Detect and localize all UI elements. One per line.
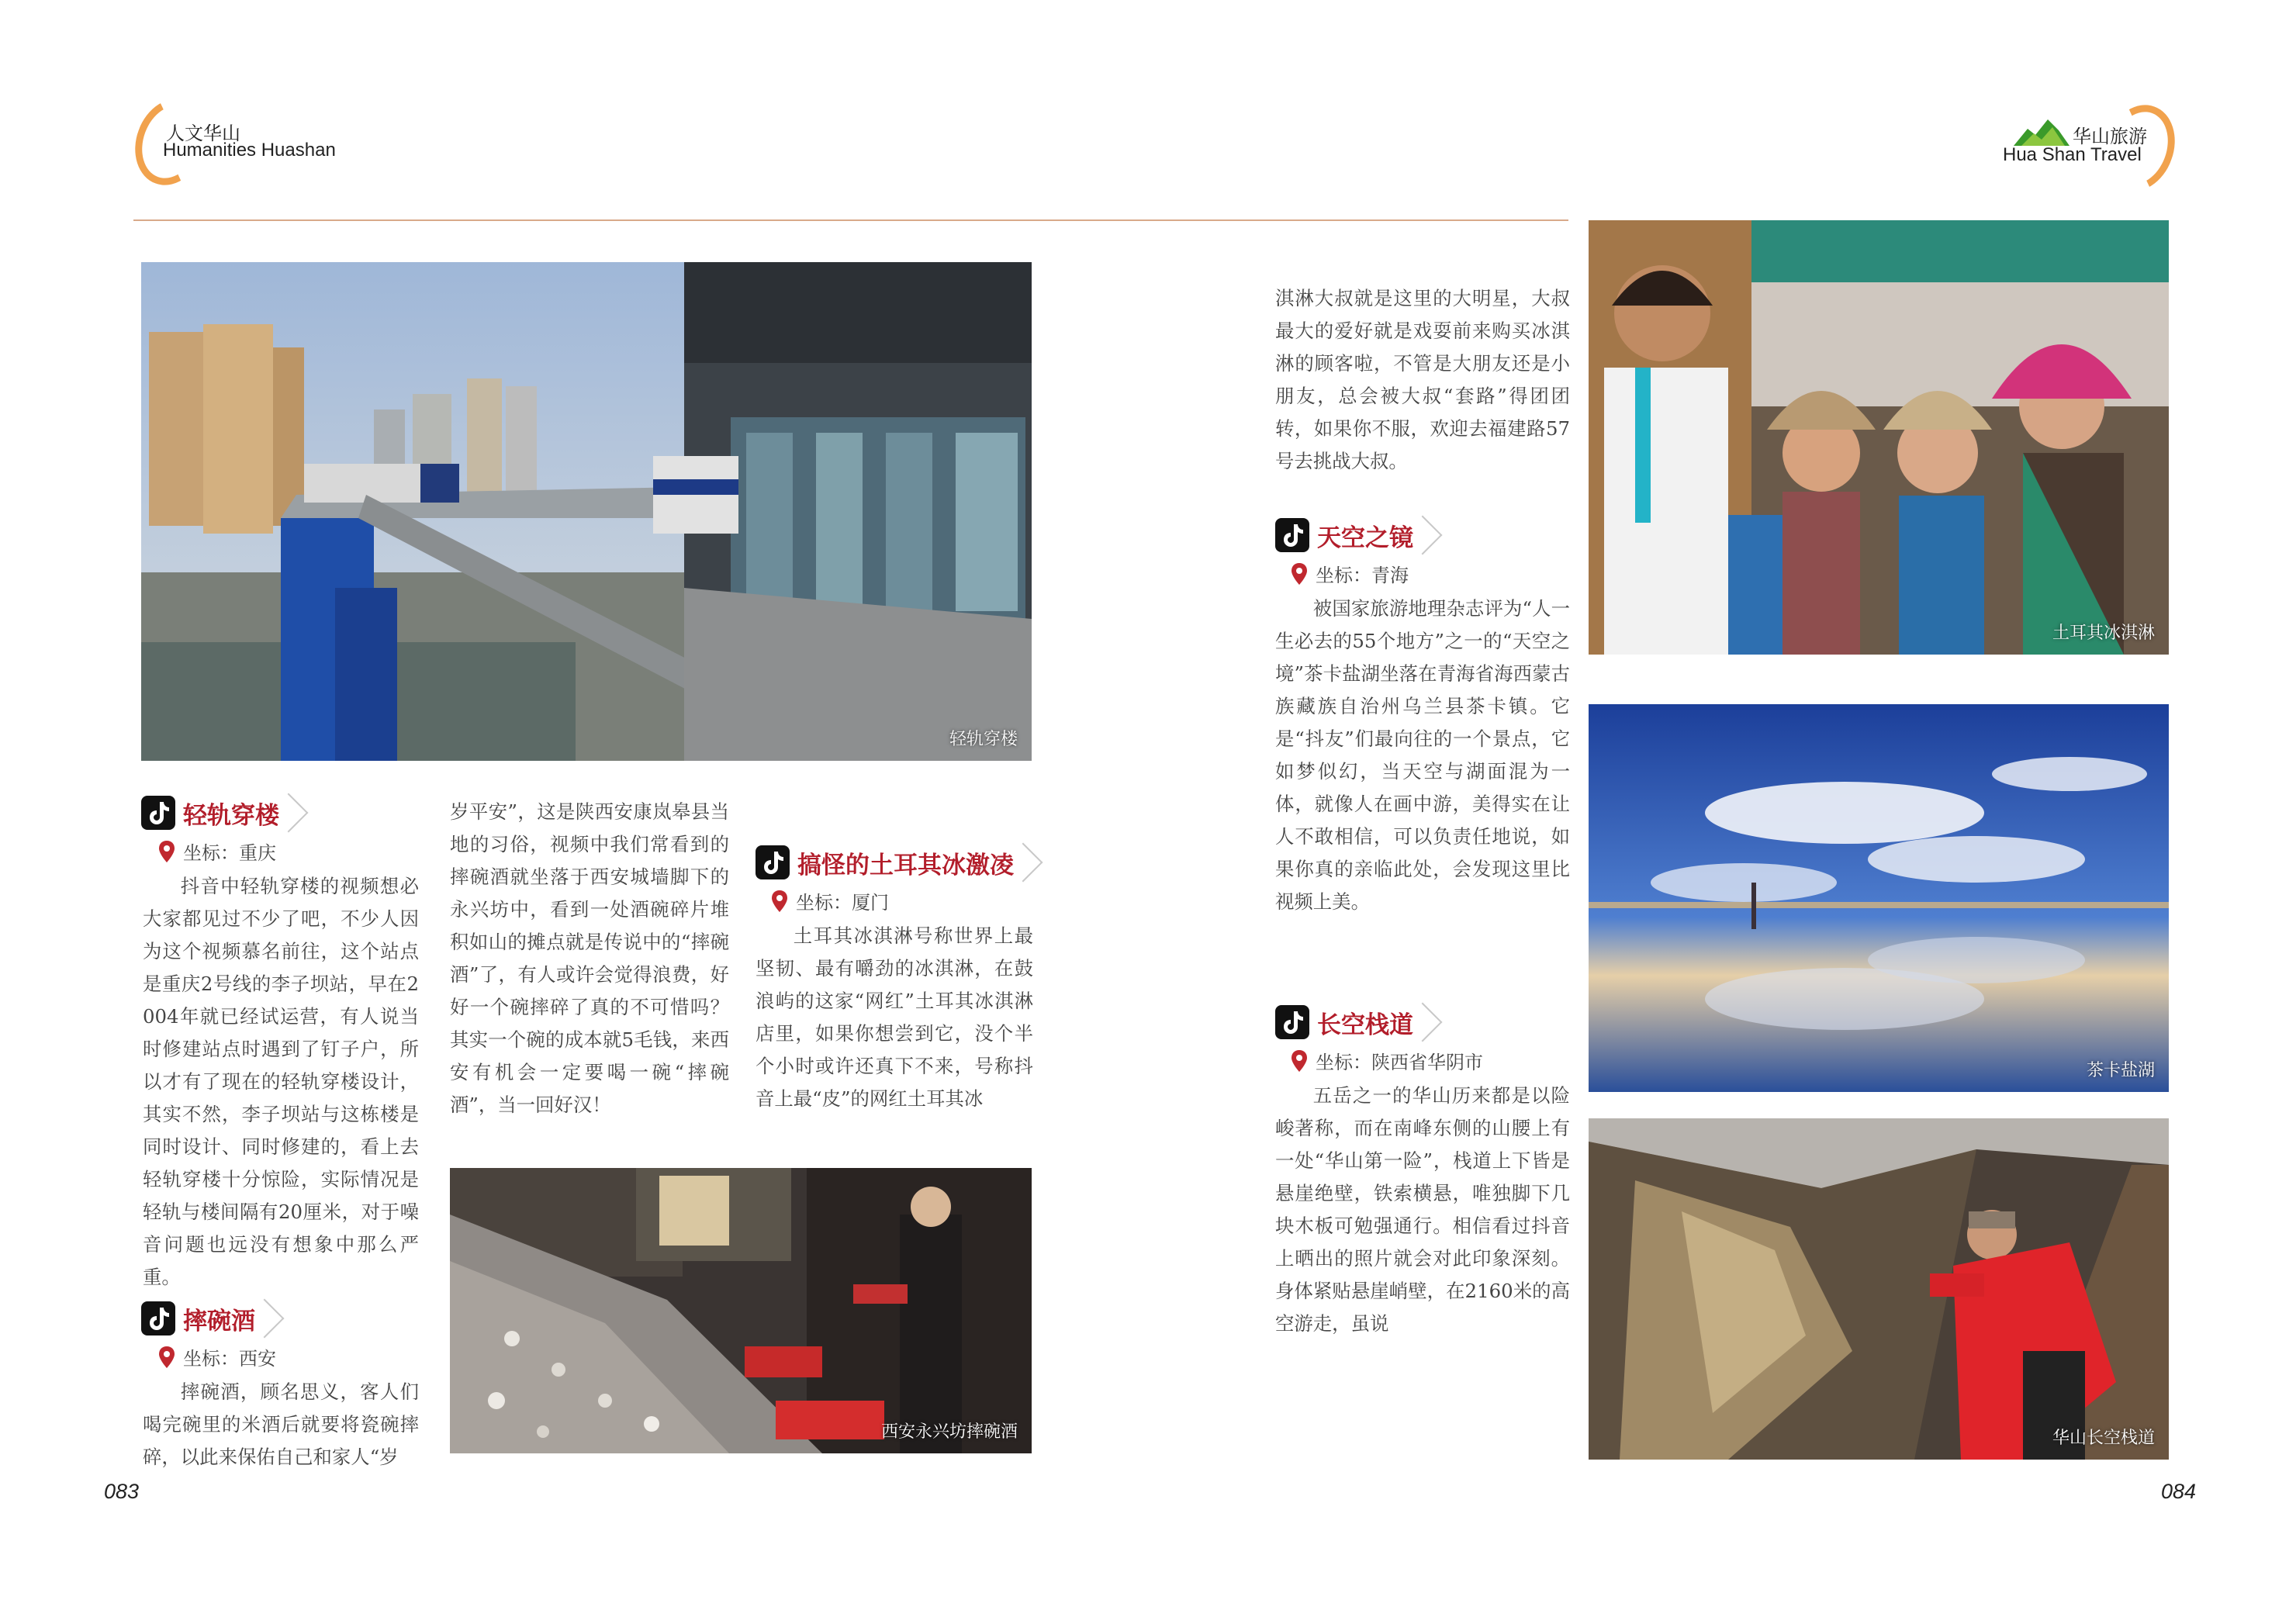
icecream-photo [1589,220,2169,655]
section-heading-bowl-wine [141,1300,312,1337]
photo-caption: 轻轨穿楼 [949,730,1018,749]
location-pin-icon [1291,1050,1308,1072]
location-text: 坐标：青海 [1316,565,1409,586]
page-number-right: 084 [2161,1480,2197,1503]
paragraph: 五岳之一的华山历来都是以险峻著称，而在南峰东侧的山腰上有一处“华山第一险”，栈道上下皆是悬崖绝壁，铁索横悬，唯独脚下几块木板可勉强通行。相信看过抖音上晒出的照片就会对此印象深刻。身体紧贴悬崖峭壁，在2160米的高空游走，虽说 [1275,1084,1570,1335]
header-left-subtitle: Humanities Huashan [163,140,336,161]
location-pin-icon [771,890,788,912]
tiktok-icon [1275,1005,1309,1039]
tiktok-icon [756,845,790,879]
location-line [1291,560,1409,587]
header-right-subtitle: Hua Shan Travel [2003,144,2142,165]
paragraph: 抖音中轻轨穿楼的视频想必大家都见过不少了吧，不少人因为这个视频慕名前往，这个站点是重庆2号线的李子坝站，早在2004年就已经试运营，有人说当时修建站点时遇到了钉子户，所以才有了现在的轻轨穿楼设计，其实不然，李子坝站与这栋楼是同时设计、同时修建的，看上去轻轨穿楼十分惊险，实际情况是轻轨与楼间隔有20厘米，对于噪音问题也远没有想象中那么严重。 [143,875,419,1288]
location-text: 坐标：西安 [183,1348,276,1370]
section-heading-light-rail [141,794,312,831]
mountain-logo-icon [2014,116,2070,147]
location-text: 坐标：厦门 [796,892,889,914]
photo-caption: 西安永兴坊摔碗酒 [880,1422,1018,1442]
location-pin-icon [158,841,175,862]
header-right-title: 华山旅游 [2073,126,2147,147]
location-line [1291,1047,1483,1074]
location-line [771,887,889,914]
header-left-title: 人文华山 [166,123,240,144]
section-title: 轻轨穿楼 [178,796,303,829]
paragraph: 摔碗酒，顾名思义，客人们喝完碗里的米酒后就要将瓷碗摔碎，以此来保佑自己和家人“岁 [143,1380,419,1468]
plank-road-photo [1589,1118,2169,1460]
page-number-left: 083 [104,1480,140,1503]
location-text: 坐标：重庆 [183,842,276,864]
section-heading-sky-mirror [1275,517,1446,554]
salt-lake-photo [1589,704,2169,1092]
photo-caption: 华山长空栈道 [2052,1429,2155,1448]
location-text: 坐标：陕西省华阴市 [1316,1052,1483,1073]
tiktok-icon [1275,518,1309,552]
location-pin-icon [1291,563,1308,585]
section-title: 天空之镜 [1312,519,1437,551]
paragraph-continued: 岁平安”，这是陕西安康岚皋县当地的习俗，视频中我们常看到的摔碗酒就坐落于西安城墙脚下的永兴坊中，看到一处酒碗碎片堆积如山的摊点就是传说中的“摔碗酒”了，有人或许会觉得浪费，好好一个碗摔碎了真的不可惜吗？其实一个碗的成本就5毛钱，来西安有机会一定要喝一碗“摔碗酒”，当一回好汉！ [450,800,729,1116]
tiktok-icon [141,796,175,830]
tiktok-icon [141,1301,175,1335]
header-divider [133,219,1568,221]
section-heading-icecream [756,844,1050,881]
location-pin-icon [158,1346,175,1368]
section-title: 搞怪的土耳其冰激凌 [793,846,1037,879]
paragraph-continued: 淇淋大叔就是这里的大明星，大叔最大的爱好就是戏耍前来购买冰淇淋的顾客啦，不管是大朋友还是小朋友，总会被大叔“套路”得团团转，如果你不服，欢迎去福建路57号去挑战大叔。 [1275,287,1570,472]
section-title: 摔碗酒 [178,1302,278,1335]
photo-caption: 茶卡盐湖 [2086,1061,2155,1080]
location-line [158,1343,276,1370]
header-right-arc-decoration [2092,95,2187,201]
light-rail-photo [141,262,1032,761]
section-title: 长空栈道 [1312,1006,1437,1038]
bowl-wine-photo [450,1168,1032,1453]
paragraph: 被国家旅游地理杂志评为“人一生必去的55个地方”之一的“天空之境”茶卡盐湖坐落在青海省海西蒙古族藏族自治州乌兰县茶卡镇。它是“抖友”们最向往的一个景点，它如梦似幻，当天空与湖面混为一体，就像人在画中游，美得实在让人不敢相信，可以负责任地说，如果你真的亲临此处，会发现这里比视频上美。 [1275,597,1570,913]
paragraph: 土耳其冰淇淋号称世界上最坚韧、最有嚼劲的冰淇淋，在鼓浪屿的这家“网红”土耳其冰淇淋店里，如果你想尝到它，没个半个小时或许还真下不来，号称抖音上最“皮”的网红土耳其冰 [756,924,1033,1110]
photo-caption: 土耳其冰淇淋 [2052,624,2155,643]
location-line [158,838,276,865]
section-heading-plank-road [1275,1004,1446,1041]
